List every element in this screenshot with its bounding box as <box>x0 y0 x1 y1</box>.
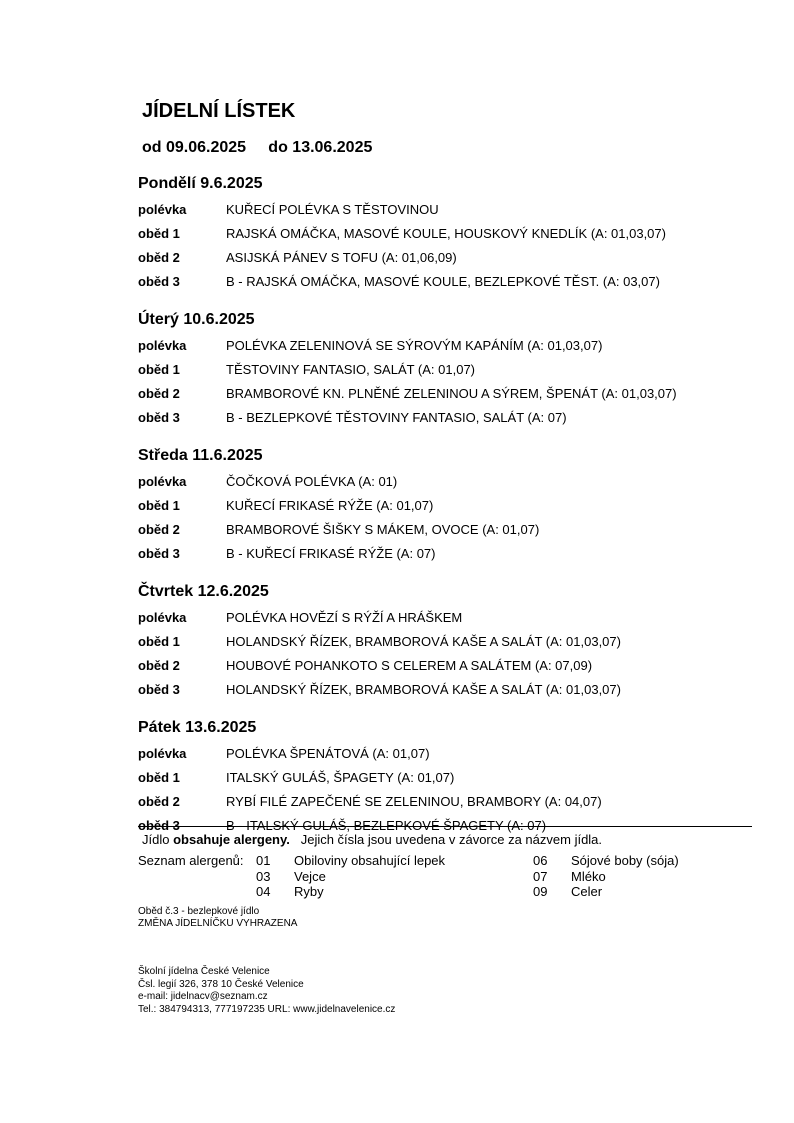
allergen-code: 07 <box>533 868 548 884</box>
allergen-code: 06 <box>533 853 548 868</box>
meal-label: oběd 2 <box>138 250 180 265</box>
divider-line <box>138 826 752 827</box>
meal-text: BRAMBOROVÉ KN. PLNĚNÉ ZELENINOU A SÝREM, ŠPENÁT (A: 01,03,07) <box>226 386 677 401</box>
meal-row <box>138 270 758 294</box>
meal-label: polévka <box>138 746 187 761</box>
day-heading: Úterý 10.6.2025 <box>138 311 255 328</box>
meal-label: oběd 3 <box>138 682 180 697</box>
meal-text: B - BEZLEPKOVÉ TĚSTOVINY FANTASIO, SALÁT (A: 07) <box>226 410 567 425</box>
meal-text: HOLANDSKÝ ŘÍZEK, BRAMBOROVÁ KAŠE A SALÁT (A: 01,03,07) <box>226 634 621 649</box>
meal-label: oběd 1 <box>138 362 180 377</box>
meal-row <box>138 678 758 702</box>
meal-label: oběd 2 <box>138 522 180 537</box>
day-section <box>138 170 758 294</box>
allergen-item <box>256 853 445 869</box>
meal-label: oběd 1 <box>138 498 180 513</box>
allergen-item <box>256 884 445 900</box>
meal-text: KUŘECÍ POLÉVKA S TĚSTOVINOU <box>226 202 439 217</box>
meal-text: POLÉVKA HOVĚZÍ S RÝŽÍ A HRÁŠKEM <box>226 610 463 625</box>
meal-text: TĚSTOVINY FANTASIO, SALÁT (A: 01,07) <box>226 362 476 377</box>
meal-row <box>138 494 758 518</box>
allergen-code: 09 <box>533 884 548 899</box>
meal-row <box>138 470 758 494</box>
meal-text: RYBÍ FILÉ ZAPEČENÉ SE ZELENINOU, BRAMBORY (A: 04,07) <box>226 794 602 809</box>
meal-label: oběd 1 <box>138 226 180 241</box>
meal-text: POLÉVKA ZELENINOVÁ SE SÝROVÝM KAPÁNÍM (A: 01,03,07) <box>226 338 603 353</box>
allergen-note-prefix: Jídlo <box>142 832 174 847</box>
day-section <box>138 442 758 566</box>
meal-row <box>138 654 758 678</box>
allergen-item <box>256 869 445 885</box>
date-range: od 09.06.2025 do 13.06.2025 <box>142 139 373 156</box>
day-heading: Pátek 13.6.2025 <box>138 719 257 736</box>
meal-row <box>138 630 758 654</box>
footer-line: Čsl. legií 326, 378 10 České Velenice <box>138 978 304 990</box>
footer-line: Školní jídelna České Velenice <box>138 966 270 977</box>
allergen-code: 01 <box>256 853 271 868</box>
meal-label: oběd 3 <box>138 818 180 833</box>
meal-row <box>138 382 758 406</box>
allergen-item <box>533 869 679 885</box>
meal-row <box>138 198 758 222</box>
page-title: JÍDELNÍ LÍSTEK <box>142 100 296 122</box>
allergen-list-label: Seznam alergenů: <box>138 853 244 868</box>
meal-label: polévka <box>138 610 187 625</box>
meal-label: oběd 2 <box>138 658 180 673</box>
day-section <box>138 306 758 430</box>
meal-label: oběd 3 <box>138 410 180 425</box>
meal-row <box>138 222 758 246</box>
allergen-list-left <box>256 853 445 900</box>
meal-label: polévka <box>138 338 187 353</box>
meal-text: HOLANDSKÝ ŘÍZEK, BRAMBOROVÁ KAŠE A SALÁT (A: 01,03,07) <box>226 682 621 697</box>
meal-text: HOUBOVÉ POHANKOTO S CELEREM A SALÁTEM (A: 07,09) <box>226 658 593 673</box>
day-section <box>138 578 758 702</box>
allergen-item <box>533 853 679 869</box>
meal-row <box>138 406 758 430</box>
meal-text: B - RAJSKÁ OMÁČKA, MASOVÉ KOULE, BEZLEPKOVÉ TĚST. (A: 03,07) <box>226 274 660 289</box>
meal-row <box>138 542 758 566</box>
note-line: ZMĚNA JÍDELNÍČKU VYHRAZENA <box>138 918 298 929</box>
allergen-name: Obiloviny obsahující lepek <box>294 853 446 868</box>
meal-text: BRAMBOROVÉ ŠIŠKY S MÁKEM, OVOCE (A: 01,07) <box>226 522 540 537</box>
meal-row <box>138 790 758 814</box>
meal-row <box>138 246 758 270</box>
meal-text: ASIJSKÁ PÁNEV S TOFU (A: 01,06,09) <box>226 250 457 265</box>
allergen-note-bold: obsahuje alergeny. <box>173 832 290 847</box>
menu-days <box>138 170 758 838</box>
meal-label: oběd 1 <box>138 634 180 649</box>
meal-row <box>138 358 758 382</box>
meal-text: B - KUŘECÍ FRIKASÉ RÝŽE (A: 07) <box>226 546 436 561</box>
day-heading: Středa 11.6.2025 <box>138 447 263 464</box>
day-heading: Čtvrtek 12.6.2025 <box>138 583 269 600</box>
footer-contact <box>138 966 395 1016</box>
meal-text: B - ITALSKÝ GULÁŠ, BEZLEPKOVÉ ŠPAGETY (A: 07) <box>226 818 547 833</box>
meal-row <box>138 518 758 542</box>
meal-text: RAJSKÁ OMÁČKA, MASOVÉ KOULE, HOUSKOVÝ KNEDLÍK (A: 01,03,07) <box>226 226 666 241</box>
meal-label: oběd 3 <box>138 546 180 561</box>
note-line: Oběd č.3 - bezlepkové jídlo <box>138 906 260 917</box>
meal-text: ITALSKÝ GULÁŠ, ŠPAGETY (A: 01,07) <box>226 770 455 785</box>
meal-label: oběd 1 <box>138 770 180 785</box>
footer-line: Tel.: 384794313, 777197235 URL: www.jidelnavelenice.cz <box>138 1003 396 1015</box>
allergen-code: 03 <box>256 868 271 884</box>
footer-line: e-mail: jidelnacv@seznam.cz <box>138 991 268 1002</box>
allergen-name: Ryby <box>294 884 324 899</box>
day-heading: Pondělí 9.6.2025 <box>138 175 263 192</box>
meal-label: polévka <box>138 474 187 489</box>
meal-row <box>138 606 758 630</box>
meal-text: POLÉVKA ŠPENÁTOVÁ (A: 01,07) <box>226 746 430 761</box>
allergen-name: Vejce <box>294 868 326 884</box>
notes <box>138 906 297 930</box>
allergen-code: 04 <box>256 884 271 899</box>
meal-row <box>138 334 758 358</box>
allergen-name: Mléko <box>571 868 606 884</box>
meal-row <box>138 742 758 766</box>
meal-label: oběd 3 <box>138 274 180 289</box>
meal-label: oběd 2 <box>138 794 180 809</box>
meal-label: polévka <box>138 202 187 217</box>
meal-text: ČOČKOVÁ POLÉVKA (A: 01) <box>226 474 398 489</box>
meal-row <box>138 766 758 790</box>
meal-label: oběd 2 <box>138 386 180 401</box>
allergen-note-suffix: Jejich čísla jsou uvedena v závorce za názvem jídla. <box>289 832 603 847</box>
day-section <box>138 714 758 838</box>
meal-text: KUŘECÍ FRIKASÉ RÝŽE (A: 01,07) <box>226 498 434 513</box>
allergen-note <box>142 832 602 847</box>
allergen-list-right <box>533 853 679 900</box>
allergen-name: Sójové boby (sója) <box>571 853 679 868</box>
allergen-item <box>533 884 679 900</box>
allergen-name: Celer <box>571 884 603 899</box>
